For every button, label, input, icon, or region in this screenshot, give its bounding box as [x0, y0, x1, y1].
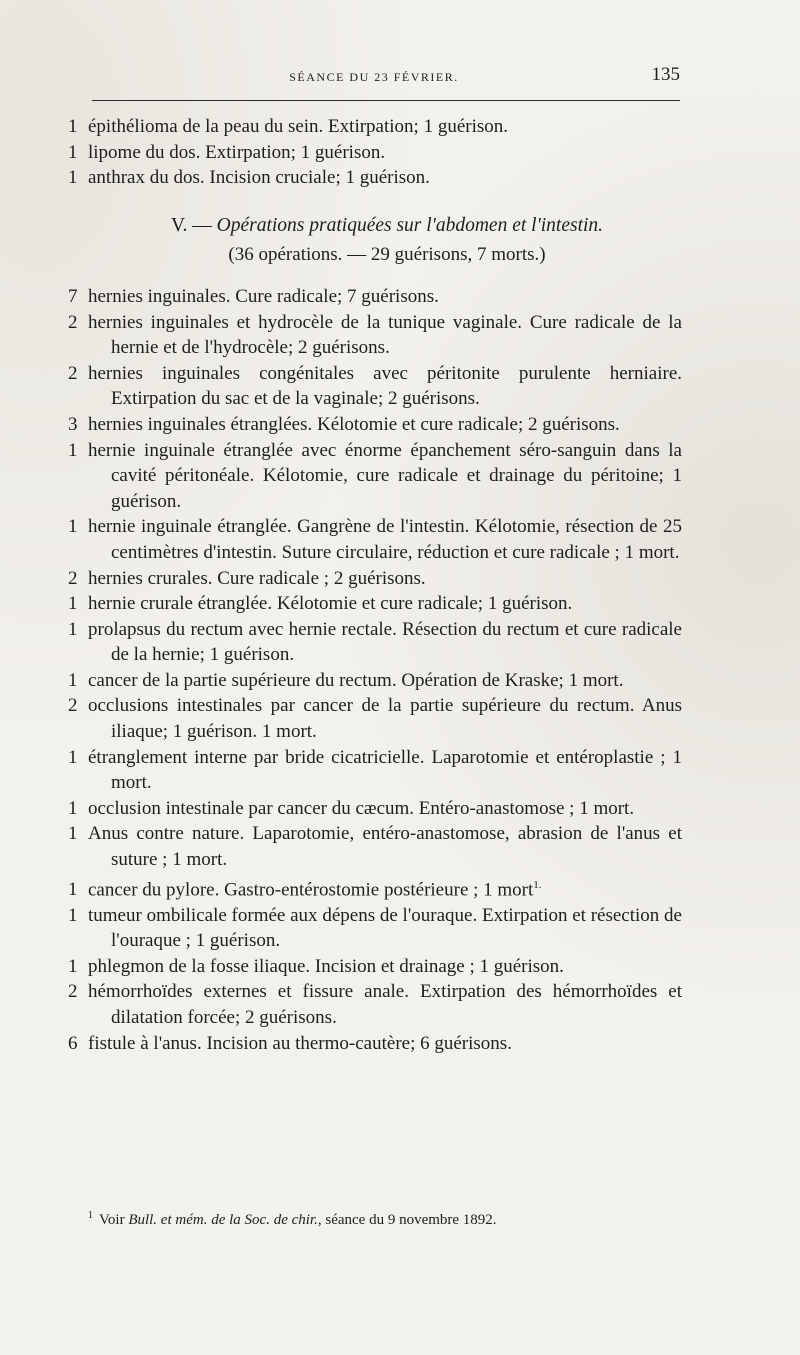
item-count: 7 [68, 285, 78, 307]
item-text: lipome du dos. Extirpation; 1 guérison. [88, 141, 386, 163]
item-text: Anus contre nature. Laparotomie, entéro-anastomose, abrasion de l'anus et suture ; 1 mort. [88, 823, 682, 871]
list-item [68, 1031, 682, 1057]
item-text: fistule à l'anus. Incision au thermo-cautère; 6 guérisons. [88, 1032, 512, 1054]
operations-list [68, 284, 682, 1056]
footnote-reference: 1. [533, 878, 542, 891]
item-text: hernies inguinales et hydrocèle de la tunique vaginale. Cure radicale de la hernie et de l'hydrocèle; 2 guérisons. [88, 311, 682, 359]
list-item [68, 165, 682, 191]
item-text: hernies crurales. Cure radicale ; 2 guérisons. [88, 567, 426, 589]
list-item [68, 114, 682, 140]
item-count: 1 [68, 904, 78, 926]
header-rule [92, 100, 680, 101]
section-prefix: V. — [170, 214, 212, 236]
footnote-details: séance du 9 novembre 1892. [325, 1212, 497, 1228]
item-count: 3 [68, 413, 78, 435]
list-item [68, 438, 682, 515]
item-text: tumeur ombilicale formée aux dépens de l'ouraque. Extirpation et résection de l'ouraque ; 1 guérison. [88, 904, 682, 952]
list-item [68, 745, 682, 796]
list-item [68, 979, 682, 1030]
item-text: cancer de la partie supérieure du rectum. Opération de Kraske; 1 mort. [88, 669, 624, 691]
section-subtitle: (36 opérations. — 29 guérisons, 7 morts.) [228, 244, 546, 266]
list-item [68, 310, 682, 361]
item-text: hernie inguinale étranglée. Gangrène de l'intestin. Kélotomie, résection de 25 centimètres d'intestin. Suture circulaire, réduction et cure radicale ; 1 mort. [88, 516, 682, 563]
item-text: occlusion intestinale par cancer du cæcum. Entéro-anastomose ; 1 mort. [88, 797, 635, 819]
intro-list [68, 114, 682, 191]
item-count: 1 [68, 516, 78, 538]
footnote-lead: Voir [99, 1212, 125, 1228]
footnote-mark: 1 [88, 1210, 93, 1221]
item-count: 1 [68, 823, 78, 845]
list-item [68, 617, 682, 668]
page-header [68, 64, 680, 94]
list-item [68, 954, 682, 980]
footnote-citation: Bull. et mém. de la Soc. de chir., [128, 1212, 322, 1228]
item-count: 1 [68, 746, 78, 768]
section-title: Opérations pratiquées sur l'abdomen et l'intestin. [216, 214, 604, 236]
list-item [68, 514, 682, 565]
item-count: 1 [68, 878, 78, 900]
item-text: occlusions intestinales par cancer de la partie supérieure du rectum. Anus iliaque; 1 guérison. 1 mort. [88, 695, 682, 743]
item-count: 2 [68, 311, 78, 333]
body-text [68, 114, 682, 1056]
item-count: 1 [68, 797, 78, 819]
item-text: anthrax du dos. Incision cruciale; 1 guérison. [88, 167, 430, 189]
item-count: 2 [68, 567, 78, 589]
footnote [88, 1210, 678, 1229]
list-item [68, 796, 682, 822]
item-text: hernies inguinales. Cure radicale; 7 guérisons. [88, 285, 439, 307]
item-text: étranglement interne par bride cicatricielle. Laparotomie et entéroplastie ; 1 mort. [88, 746, 682, 794]
item-count: 2 [68, 695, 78, 717]
item-text: hernie crurale étranglée. Kélotomie et cure radicale; 1 guérison. [88, 593, 573, 615]
item-count: 1 [68, 116, 78, 137]
running-title: SÉANCE DU 23 FÉVRIER. [289, 70, 459, 84]
item-count: 2 [68, 981, 78, 1003]
list-item [68, 284, 682, 310]
item-count: 1 [68, 439, 78, 461]
item-count: 2 [68, 362, 78, 384]
list-item [68, 903, 682, 954]
list-item [68, 566, 682, 592]
item-count: 1 [68, 593, 78, 615]
list-item [68, 412, 682, 438]
list-item [68, 361, 682, 412]
section-heading [68, 213, 682, 239]
item-text: hémorrhoïdes externes et fissure anale. Extirpation des hémorrhoïdes et dilatation forcée; 2 guérisons. [88, 981, 682, 1028]
item-count: 1 [68, 141, 78, 163]
item-count: 1 [68, 669, 78, 691]
item-count: 6 [68, 1032, 78, 1054]
list-item [68, 693, 682, 744]
item-count: 1 [68, 167, 78, 189]
item-text: hernie inguinale étranglée avec énorme épanchement séro-sanguin dans la cavité péritonéale. Kélotomie, cure radicale et drainage du péritoine; 1 guérison. [88, 439, 682, 512]
list-item [68, 821, 682, 872]
list-item [68, 140, 682, 166]
list-item [68, 873, 682, 903]
page-number: 135 [651, 64, 680, 85]
item-count: 1 [68, 955, 78, 977]
item-count: 1 [68, 618, 78, 640]
list-item [68, 591, 682, 617]
item-text: hernies inguinales étranglées. Kélotomie et cure radicale; 2 guérisons. [88, 413, 620, 435]
item-text: phlegmon de la fosse iliaque. Incision et drainage ; 1 guérison. [88, 955, 564, 977]
item-text: prolapsus du rectum avec hernie rectale. Résection du rectum et cure radicale de la hernie; 1 guérison. [88, 618, 682, 666]
list-item [68, 668, 682, 694]
item-text: cancer du pylore. Gastro-entérostomie postérieure ; 1 mort [88, 878, 534, 900]
item-text: hernies inguinales congénitales avec péritonite purulente herniaire. Extirpation du sac et de la vaginale; 2 guérisons. [88, 362, 682, 410]
item-text: épithélioma de la peau du sein. Extirpation; 1 guérison. [88, 116, 509, 137]
